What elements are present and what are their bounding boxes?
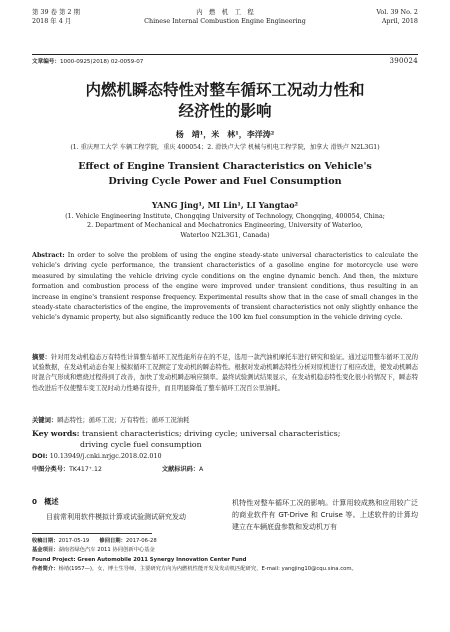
doi-label: DOI: bbox=[32, 452, 48, 460]
document-id: 390024 bbox=[389, 57, 418, 65]
title-cn bbox=[60, 80, 390, 122]
author-bio-label: 作者简介： bbox=[32, 565, 59, 572]
fund-en: Found Project: Green Automobile 2011 Synergy Innovation Center Fund bbox=[32, 556, 247, 563]
keywords-en bbox=[32, 428, 418, 450]
journal-title-en: Chinese Internal Combustion Engine Engineering bbox=[144, 17, 306, 25]
doi-value: 10.13949/j.cnki.nrjgc.2018.02.010 bbox=[47, 452, 162, 460]
journal-title bbox=[32, 8, 418, 26]
revised-label: 修回日期： bbox=[99, 538, 126, 544]
clc-value: TK417⁺.12 bbox=[69, 466, 102, 473]
abstract-en bbox=[32, 250, 418, 323]
affiliation-en-line3: Waterloo N2L3G1, Canada) bbox=[180, 230, 270, 239]
footnotes bbox=[32, 537, 418, 574]
volume-issue-en: Vol. 39 No. 2 bbox=[376, 8, 418, 16]
title-cn-line1: 内燃机瞬态特性对整车循环工况动力性和 bbox=[85, 81, 365, 99]
fund-label: 基金项目： bbox=[32, 547, 59, 554]
keywords-cn-label: 关键词： bbox=[32, 417, 58, 424]
title-en bbox=[40, 160, 410, 189]
footnote-author bbox=[32, 565, 418, 574]
revised-date: 2017-06-28 bbox=[125, 538, 157, 544]
title-cn-line2: 经济性的影响 bbox=[178, 102, 272, 120]
footnote-divider bbox=[32, 533, 152, 534]
authors-en: YANG Jing¹, MI Lin¹, LI Yangtao² bbox=[151, 200, 299, 210]
affiliation-en-line1: (1. Vehicle Engineering Institute, Chongqing University of Technology, Chongqing, 400054, China; bbox=[65, 212, 385, 220]
article-number bbox=[32, 57, 143, 65]
footnote-fund bbox=[32, 546, 418, 555]
title-en-line1: Effect of Engine Transient Characteristics on Vehicle's bbox=[78, 161, 372, 172]
authors-cn: 杨 靖¹，米 林¹，李洋涛² bbox=[175, 129, 275, 139]
keywords-en-line1: transient characteristics; driving cycle; universal characteristics; bbox=[79, 429, 341, 438]
body-right-column: 机特性对整车循环工况的影响。计算用较成熟和应用较广泛的商业软件有 GT-Drive 和 Cruise 等。上述软件的计算均建立在车辆底盘参数和发动机万有 bbox=[232, 499, 418, 531]
abstract-en-text: In order to solve the problem of using the engine steady-state universal characteristics to calculate the vehicle's driving cycle performance, the transient characteristics of a gasoline engine for motorcycle use were measured by simulating the vehicle driving cycle conditions on the engine dynamic bench. And then, the mixture formation and combustion process of the engine were improved under transient conditions, thus resulting in an increase in engine's transient response frequency. Experimental results show that in the case of small changes in the steady-state characteristics of the engine, the improvements of transient characteristics not only slightly enhance the vehicle's dynamic property, but also significantly reduce the 100 km fuel consumption in the vehicle driving cycle. bbox=[32, 251, 418, 322]
received-date: 2017-05-19 bbox=[58, 538, 90, 544]
fund-value: 湖南省绿色汽车 2011 协同创新中心基金 bbox=[58, 547, 155, 554]
article-number-label: 文章编号： bbox=[32, 59, 60, 65]
doc-code-label: 文献标识码： bbox=[161, 466, 200, 473]
affiliation-en-line2: 2. Department of Mechanical and Mechatronics Engineering, University of Waterloo, bbox=[87, 221, 363, 230]
doi bbox=[32, 452, 162, 460]
issue-date: 2018 年 4 月 bbox=[32, 17, 72, 25]
footnote-fund-en bbox=[32, 556, 418, 565]
keywords-cn-text: 瞬态特性；循环工况；万有特性；循环工况油耗 bbox=[57, 417, 190, 424]
journal-header bbox=[32, 8, 418, 38]
keywords-en-label: Key words: bbox=[32, 429, 80, 438]
abstract-cn-text: 针对用发动机稳态万有特性计算整车循环工况性能所存在的不足，选用一款汽油机摩托车进行研究和验证。通过运用整车循环工况的试验数据，在发动机动态台架上模拟循环工况测定了发动机的瞬态特性。根据对发动机瞬态特性分析对原机进行了相应改进，使发动机瞬态时混合气形成和燃烧过程得到了改善，加快了发动机瞬态响应频率。最终试验测试结果显示，在发动机稳态特性变化很小的情况下，瞬态特性改进后不仅使整车变工况时动力性略有提升，而且明显降低了整车循环工况百公里油耗。 bbox=[32, 354, 419, 392]
header-divider bbox=[32, 54, 418, 55]
volume-issue: 第 39 卷 第 2 期 bbox=[32, 8, 80, 16]
footnote-dates bbox=[32, 537, 418, 546]
author-bio: 杨靖(1957—)，女，博士生导师，主要研究方向为内燃机性能开发及发动机匹配研究，E-mail: yangjing10@cqu.sina.com。 bbox=[58, 565, 357, 572]
section-heading: 0 概述 bbox=[32, 497, 59, 506]
affiliation-cn: (1. 重庆理工大学 车辆工程学院，重庆 400054；2. 滑铁卢大学 机械与机电工程学院，加拿大 滑铁卢 N2L3G1) bbox=[70, 144, 380, 151]
abstract-en-label: Abstract: bbox=[32, 251, 65, 259]
article-number-value: 1000-0925(2018) 02-0059-07 bbox=[59, 59, 144, 65]
affiliation-en bbox=[40, 212, 410, 240]
clc-label: 中图分类号： bbox=[32, 466, 70, 473]
keywords-cn bbox=[32, 415, 418, 424]
body-left-column bbox=[32, 497, 218, 522]
journal-title-cn: 内 燃 机 工 程 bbox=[196, 8, 254, 16]
title-en-line2: Driving Cycle Power and Fuel Consumption bbox=[108, 175, 342, 187]
issue-info-en bbox=[376, 8, 418, 26]
keywords-en-line2: driving cycle fuel consumption bbox=[80, 440, 202, 449]
section-text-left: 目前常利用软件模拟计算或试验测试研究发动 bbox=[46, 513, 186, 521]
received-label: 收稿日期： bbox=[32, 538, 59, 544]
issue-date-en: April, 2018 bbox=[381, 17, 418, 25]
abstract-cn bbox=[32, 353, 418, 394]
doc-code-value: A bbox=[199, 466, 204, 473]
classification bbox=[32, 464, 203, 473]
abstract-cn-label: 摘要： bbox=[32, 354, 51, 361]
